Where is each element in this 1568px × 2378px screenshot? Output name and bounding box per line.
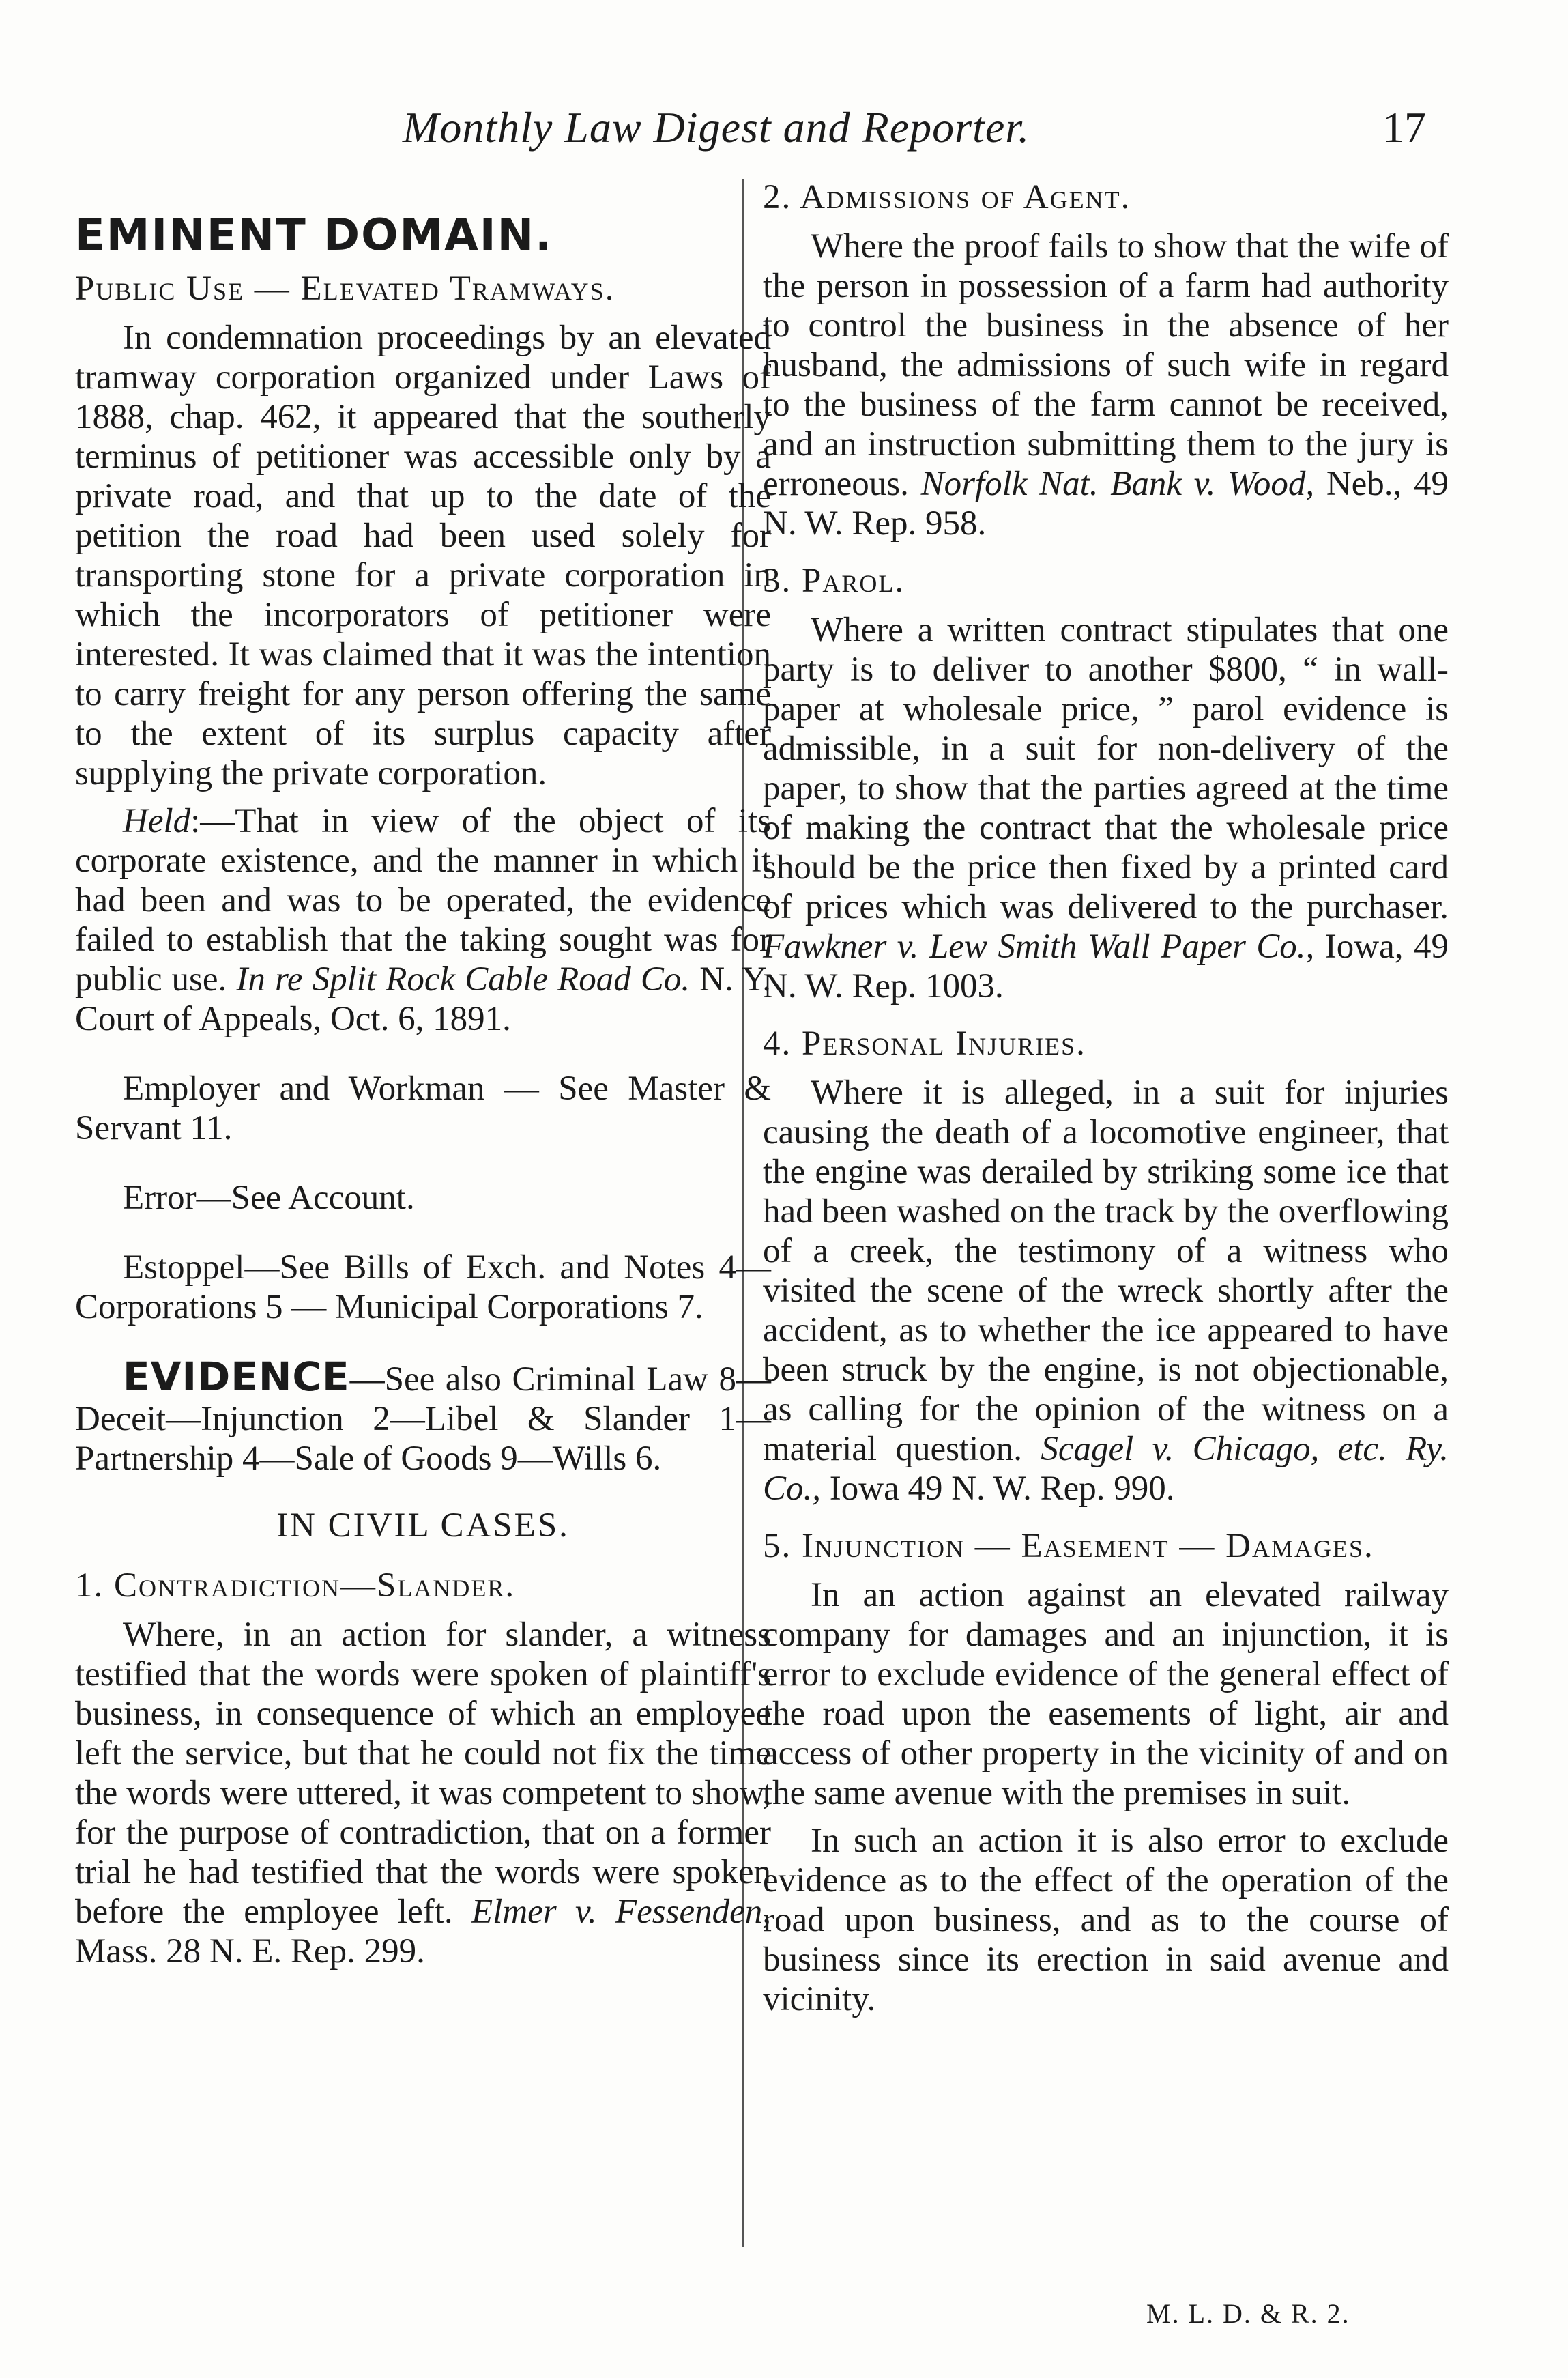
printer-signature: M. L. D. & R. 2. bbox=[1146, 2298, 1350, 2329]
item5-paragraph: In an action against an elevated railway company for damages and an injunction, it is error to exclude evidence of the general effect of the road upon the easements of light, air and access of other property in the vicinity of and on the same avenue with the premises in suit. bbox=[763, 1576, 1449, 1812]
evidence-paragraph bbox=[75, 1353, 771, 1478]
item2-case-name: Norfolk Nat. Bank v. Wood, bbox=[920, 465, 1315, 503]
error-cross-reference: Error—See Account. bbox=[123, 1179, 415, 1217]
item4-citation: Iowa 49 N. W. Rep. 990. bbox=[829, 1470, 1175, 1508]
item2-paragraph bbox=[763, 227, 1449, 543]
running-title: Monthly Law Digest and Reporter. bbox=[403, 103, 1030, 152]
civil-cases-heading: IN CIVIL CASES. bbox=[276, 1506, 570, 1545]
item1-text: Where, in an action for slander, a witness testified that the words were spoken of plaintiff's business, in consequence of which an employee left the service, but that he could not fix the time the words were uttered, it was competent to show, for the purpose of contradiction, that on a former trial he had testified that the words were spoken before the employee left. bbox=[75, 1616, 771, 1931]
item3-citation: Iowa, 49 N. W. Rep. 1003. bbox=[763, 928, 1449, 1005]
held-text: :—That in view of the object of its corporate existence, and the manner in which it had been and was to be operated, the evidence failed to establish that the taking sought was for public use. bbox=[75, 802, 771, 999]
item3-text: Where a written contract stipulates that one party is to deliver to another $800, “ in wall-paper at wholesale price, ” parol evidence is admissible, in a suit for non-delivery of the paper, to show that the parties agreed at the time of making the contract that the wholesale price should be the price then fixed by a printed card of prices which was delivered to the purchaser. bbox=[763, 611, 1449, 926]
item4-heading: 4. Personal Injuries. bbox=[763, 1025, 1086, 1063]
left-column bbox=[75, 177, 771, 1979]
page-header bbox=[382, 102, 1426, 177]
item1-case-name: Elmer v. Fessenden, bbox=[471, 1893, 771, 1931]
item3-paragraph bbox=[763, 610, 1449, 1006]
page-number: 17 bbox=[1382, 103, 1426, 152]
item3-case-name: Fawkner v. Lew Smith Wall Paper Co., bbox=[763, 928, 1315, 966]
held-court: N. Y. Court of Appeals, Oct. 6, 1891. bbox=[75, 960, 772, 1038]
held-label: Held bbox=[123, 802, 191, 840]
item2-text: Where the proof fails to show that the wife of the person in possession of a farm had authority to control the business in the absence of her husband, the admissions of such wife in regard to the business of the farm cannot be received, and an instruction submitting them to the jury is erroneous. bbox=[763, 227, 1449, 503]
item1-citation: Mass. 28 N. E. Rep. 299. bbox=[75, 1932, 425, 1971]
item1-heading: 1. Contradiction—Slander. bbox=[75, 1566, 516, 1605]
right-column bbox=[763, 177, 1449, 2027]
item5-paragraph-2: In such an action it is also error to exclude evidence as to the effect of the operation of the road upon business, and as to the course of business since its erection in said avenue and vicinity. bbox=[763, 1822, 1449, 2018]
item4-text: Where it is alleged, in a suit for injuries causing the death of a locomotive engineer, that the engine was derailed by striking some ice that had been washed on the track by the overflowing of a creek, the testimony of a witness who visited the scene of the wreck shortly after the accident, as to whether the ice appeared to have been struck by the engine, is not objectionable, as calling for the opinion of the witness on a material question. bbox=[763, 1074, 1449, 1468]
item4-case-name: Scagel v. Chicago, etc. Ry. Co., bbox=[763, 1430, 1449, 1508]
public-use-subheading: Public Use — Elevated Tramways. bbox=[75, 270, 615, 308]
held-case-name: In re Split Rock Cable Road Co. bbox=[236, 960, 691, 999]
held-paragraph bbox=[75, 801, 771, 1039]
item3-heading: 3. Parol. bbox=[763, 562, 905, 600]
evidence-heading: EVIDENCE bbox=[123, 1353, 350, 1400]
eminent-domain-heading: EMINENT DOMAIN. bbox=[75, 210, 553, 261]
item1-paragraph bbox=[75, 1615, 771, 1971]
item2-heading: 2. Admissions of Agent. bbox=[763, 178, 1131, 216]
item2-citation: Neb., 49 N. W. Rep. 958. bbox=[763, 465, 1449, 543]
estoppel-cross-reference: Estoppel—See Bills of Exch. and Notes 4—Corporations 5 — Municipal Corporations 7. bbox=[75, 1248, 771, 1326]
employer-cross-reference: Employer and Workman — See Master & Servant 11. bbox=[75, 1070, 771, 1147]
item4-paragraph bbox=[763, 1073, 1449, 1508]
evidence-cross-reference: —See also Criminal Law 8—Deceit—Injunction 2—Libel & Slander 1—Partnership 4—Sale of Goods 9—Wills 6. bbox=[75, 1360, 771, 1478]
item5-heading: 5. Injunction — Easement — Damages. bbox=[763, 1527, 1374, 1565]
eminent-domain-paragraph: In condemnation proceedings by an elevated tramway corporation organized under Laws of 1888, chap. 462, it appeared that the southerly terminus of petitioner was accessible only by a private road, and that up to the date of the petition the road had been used solely for transporting stone for a private corporation in which the incorporators of petitioner were interested. It was claimed that it was the intention to carry freight for any person offering the same to the extent of its surplus capacity after supplying the private corporation. bbox=[75, 319, 771, 792]
